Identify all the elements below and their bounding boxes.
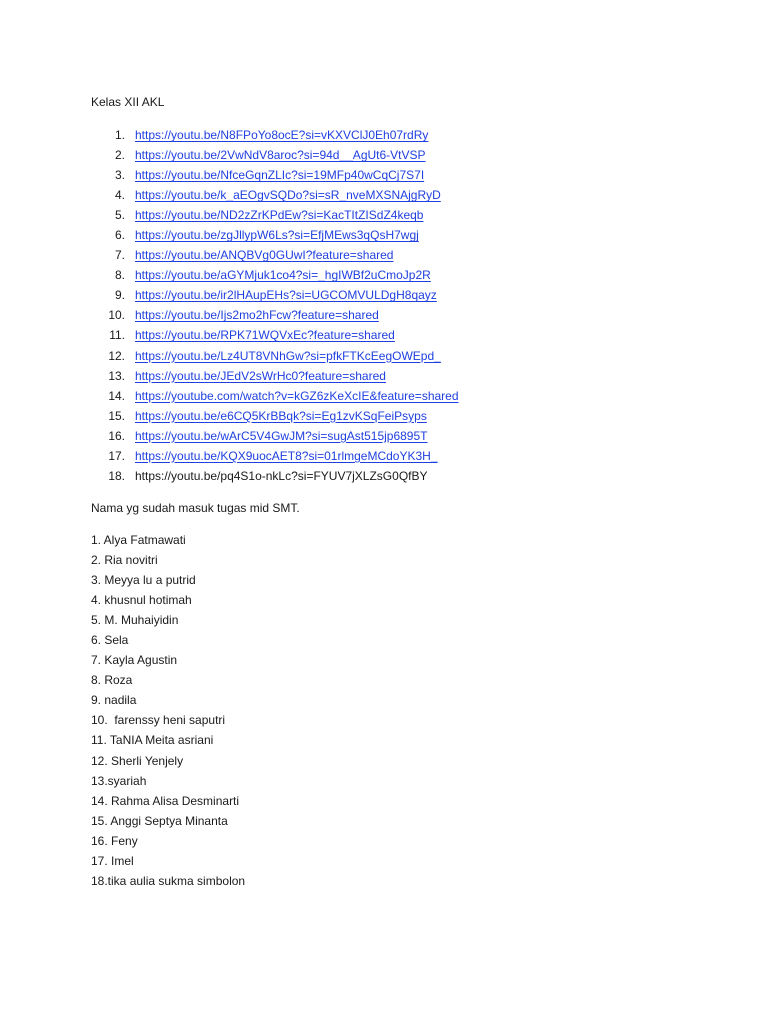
student-name-item: 16. Feny xyxy=(91,833,138,848)
student-name-item: 11. TaNIA Meita asriani xyxy=(91,733,214,748)
youtube-link[interactable]: https://youtu.be/ANQBVg0GUwI?feature=shared xyxy=(135,248,394,263)
link-list-item xyxy=(0,466,768,486)
link-number: 14. xyxy=(108,388,125,403)
student-name-item: 6. Sela xyxy=(91,633,129,648)
youtube-link[interactable]: https://youtu.be/wArC5V4GwJM?si=sugAst515jp6895T xyxy=(135,428,428,443)
link-number: 18. xyxy=(108,468,125,483)
link-list-item xyxy=(0,265,768,285)
link-number: 7. xyxy=(114,248,125,263)
youtube-link[interactable]: https://youtu.be/ND2zZrKPdEw?si=KacTItZISdZ4keqb xyxy=(135,208,424,223)
student-name-item: 18.tika aulia sukma simbolon xyxy=(91,873,246,888)
youtube-link[interactable]: https://youtu.be/aGYMjuk1co4?si=_hgIWBf2uCmoJp2R xyxy=(135,268,431,283)
link-number: 4. xyxy=(114,188,125,203)
link-number: 8. xyxy=(114,268,125,283)
student-name-item: 17. Imel xyxy=(91,853,134,868)
link-list-item xyxy=(0,406,768,426)
link-list-item xyxy=(0,366,768,386)
link-list-item xyxy=(0,185,768,205)
youtube-link[interactable]: https://youtu.be/Lz4UT8VNhGw?si=pfkFTKcEegOWEpd_ xyxy=(135,348,441,363)
link-list-item xyxy=(0,426,768,446)
youtube-url-text: https://youtu.be/pq4S1o-nkLc?si=FYUV7jXLZsG0QfBY xyxy=(135,468,428,483)
youtube-link[interactable]: https://youtube.com/watch?v=kGZ6zKeXcIE&feature=shared xyxy=(135,388,459,403)
youtube-link[interactable]: https://youtu.be/JEdV2sWrHc0?feature=shared xyxy=(135,368,386,383)
link-list-item xyxy=(0,285,768,305)
student-name-item: 8. Roza xyxy=(91,673,133,688)
link-list-item xyxy=(0,305,768,325)
link-list-item xyxy=(0,225,768,245)
student-name-item: 13.syariah xyxy=(91,773,147,788)
link-number: 2. xyxy=(114,148,125,163)
student-name-item: 5. M. Muhaiyidin xyxy=(91,613,179,628)
link-list-item xyxy=(0,446,768,466)
student-name-item: 1. Alya Fatmawati xyxy=(91,533,186,547)
link-list-item xyxy=(0,165,768,185)
link-list-item xyxy=(0,325,768,345)
link-list-item xyxy=(0,145,768,165)
youtube-link[interactable]: https://youtu.be/k_aEOgvSQDo?si=sR_nveMXSNAjgRyD xyxy=(135,188,441,203)
youtube-link[interactable]: https://youtu.be/RPK71WQVxEc?feature=shared xyxy=(135,328,395,343)
youtube-link[interactable]: https://youtu.be/ir2lHAupEHs?si=UGCOMVULDgH8qayz xyxy=(135,288,437,303)
video-link-list xyxy=(0,125,768,486)
student-name-item: 10. farenssy heni saputri xyxy=(91,713,226,728)
youtube-link[interactable]: https://youtu.be/KQX9uocAET8?si=01rlmgeMCdoYK3H_ xyxy=(135,448,438,463)
student-name-item: 12. Sherli Yenjely xyxy=(91,753,184,768)
submitted-names-heading: Nama yg sudah masuk tugas mid SMT. xyxy=(91,501,300,515)
student-name-item: 2. Ria novitri xyxy=(91,553,158,568)
student-name-item: 3. Meyya lu a putrid xyxy=(91,573,196,588)
link-number: 16. xyxy=(108,428,125,443)
class-heading: Kelas XII AKL xyxy=(91,95,165,109)
link-number: 15. xyxy=(108,408,125,423)
link-list-item xyxy=(0,346,768,366)
student-name-item: 14. Rahma Alisa Desminarti xyxy=(91,793,240,808)
link-number: 5. xyxy=(114,208,125,223)
youtube-link[interactable]: https://youtu.be/Ijs2mo2hFcw?feature=shared xyxy=(135,308,379,323)
student-name-item: 7. Kayla Agustin xyxy=(91,653,178,668)
link-number: 3. xyxy=(114,168,125,183)
youtube-link[interactable]: https://youtu.be/zgJllypW6Ls?si=EfjMEws3qQsH7wgj xyxy=(135,228,419,243)
link-number: 6. xyxy=(114,228,125,243)
youtube-link[interactable]: https://youtu.be/N8FPoYo8ocE?si=vKXVClJ0Eh07rdRy xyxy=(135,128,429,142)
link-number: 10. xyxy=(108,308,125,323)
link-number: 12. xyxy=(108,348,125,363)
student-name-item: 9. nadila xyxy=(91,693,137,708)
link-number: 17. xyxy=(108,448,125,463)
link-number: 11. xyxy=(109,328,125,343)
youtube-link[interactable]: https://youtu.be/NfceGqnZLIc?si=19MFp40wCqCj7S7I xyxy=(135,168,425,183)
student-name-item: 15. Anggi Septya Minanta xyxy=(91,813,228,828)
link-list-item xyxy=(0,245,768,265)
link-list-item xyxy=(0,386,768,406)
link-number: 9. xyxy=(114,288,125,303)
link-list-item xyxy=(0,125,768,145)
link-number: 13. xyxy=(108,368,125,383)
link-number: 1. xyxy=(114,128,125,142)
student-name-item: 4. khusnul hotimah xyxy=(91,593,192,608)
youtube-link[interactable]: https://youtu.be/e6CQ5KrBBqk?si=Eg1zvKSqFeiPsyps xyxy=(135,408,427,423)
student-name-list xyxy=(91,530,245,891)
link-list-item xyxy=(0,205,768,225)
youtube-link[interactable]: https://youtu.be/2VwNdV8aroc?si=94d__AgUt6-VtVSP xyxy=(135,148,426,163)
